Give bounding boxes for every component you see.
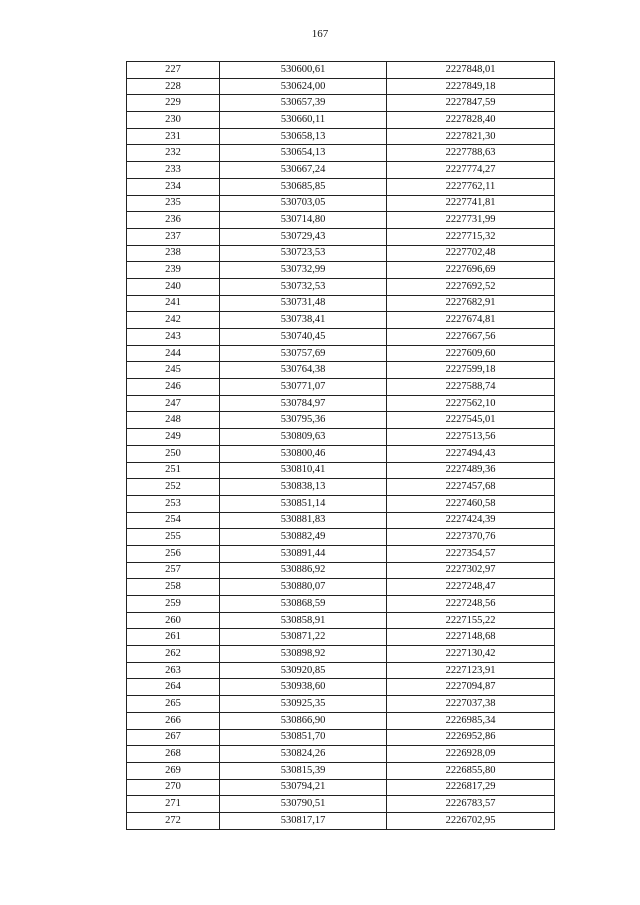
point-number-cell: 267 xyxy=(127,729,220,746)
x-coordinate-cell: 530891,44 xyxy=(220,545,387,562)
table-row xyxy=(127,696,555,713)
y-coordinate-cell: 2227248,56 xyxy=(387,596,555,613)
x-coordinate-cell: 530886,92 xyxy=(220,562,387,579)
x-coordinate-cell: 530809,63 xyxy=(220,429,387,446)
point-number-cell: 271 xyxy=(127,796,220,813)
x-coordinate-cell: 530771,07 xyxy=(220,379,387,396)
point-number-cell: 262 xyxy=(127,646,220,663)
point-number-cell: 248 xyxy=(127,412,220,429)
y-coordinate-cell: 2227848,01 xyxy=(387,62,555,79)
table-row xyxy=(127,95,555,112)
y-coordinate-cell: 2227692,52 xyxy=(387,278,555,295)
point-number-cell: 257 xyxy=(127,562,220,579)
point-number-cell: 254 xyxy=(127,512,220,529)
point-number-cell: 252 xyxy=(127,479,220,496)
point-number-cell: 233 xyxy=(127,162,220,179)
table-row xyxy=(127,178,555,195)
point-number-cell: 243 xyxy=(127,329,220,346)
y-coordinate-cell: 2227302,97 xyxy=(387,562,555,579)
point-number-cell: 244 xyxy=(127,345,220,362)
table-row xyxy=(127,612,555,629)
table-row xyxy=(127,395,555,412)
x-coordinate-cell: 530824,26 xyxy=(220,746,387,763)
table-row xyxy=(127,746,555,763)
coordinates-table xyxy=(126,61,555,830)
y-coordinate-cell: 2227682,91 xyxy=(387,295,555,312)
table-row xyxy=(127,646,555,663)
y-coordinate-cell: 2227094,87 xyxy=(387,679,555,696)
y-coordinate-cell: 2226817,29 xyxy=(387,779,555,796)
point-number-cell: 247 xyxy=(127,395,220,412)
point-number-cell: 227 xyxy=(127,62,220,79)
point-number-cell: 260 xyxy=(127,612,220,629)
y-coordinate-cell: 2227354,57 xyxy=(387,545,555,562)
x-coordinate-cell: 530654,13 xyxy=(220,145,387,162)
x-coordinate-cell: 530817,17 xyxy=(220,812,387,829)
point-number-cell: 230 xyxy=(127,112,220,129)
table-row xyxy=(127,812,555,829)
table-row xyxy=(127,78,555,95)
y-coordinate-cell: 2227674,81 xyxy=(387,312,555,329)
x-coordinate-cell: 530880,07 xyxy=(220,579,387,596)
x-coordinate-cell: 530810,41 xyxy=(220,462,387,479)
y-coordinate-cell: 2227248,47 xyxy=(387,579,555,596)
table-row xyxy=(127,495,555,512)
table-row xyxy=(127,479,555,496)
x-coordinate-cell: 530898,92 xyxy=(220,646,387,663)
x-coordinate-cell: 530866,90 xyxy=(220,712,387,729)
point-number-cell: 246 xyxy=(127,379,220,396)
x-coordinate-cell: 530600,61 xyxy=(220,62,387,79)
table-row xyxy=(127,112,555,129)
x-coordinate-cell: 530703,05 xyxy=(220,195,387,212)
y-coordinate-cell: 2227847,59 xyxy=(387,95,555,112)
x-coordinate-cell: 530925,35 xyxy=(220,696,387,713)
table-row xyxy=(127,379,555,396)
table-row xyxy=(127,295,555,312)
table-row xyxy=(127,362,555,379)
y-coordinate-cell: 2226928,09 xyxy=(387,746,555,763)
table-row xyxy=(127,529,555,546)
table-row xyxy=(127,596,555,613)
x-coordinate-cell: 530871,22 xyxy=(220,629,387,646)
point-number-cell: 241 xyxy=(127,295,220,312)
x-coordinate-cell: 530790,51 xyxy=(220,796,387,813)
point-number-cell: 269 xyxy=(127,762,220,779)
x-coordinate-cell: 530658,13 xyxy=(220,128,387,145)
point-number-cell: 258 xyxy=(127,579,220,596)
point-number-cell: 264 xyxy=(127,679,220,696)
point-number-cell: 232 xyxy=(127,145,220,162)
x-coordinate-cell: 530723,53 xyxy=(220,245,387,262)
y-coordinate-cell: 2227148,68 xyxy=(387,629,555,646)
point-number-cell: 268 xyxy=(127,746,220,763)
point-number-cell: 250 xyxy=(127,445,220,462)
table-row xyxy=(127,62,555,79)
point-number-cell: 236 xyxy=(127,212,220,229)
x-coordinate-cell: 530685,85 xyxy=(220,178,387,195)
point-number-cell: 245 xyxy=(127,362,220,379)
y-coordinate-cell: 2227037,38 xyxy=(387,696,555,713)
x-coordinate-cell: 530660,11 xyxy=(220,112,387,129)
point-number-cell: 270 xyxy=(127,779,220,796)
y-coordinate-cell: 2227731,99 xyxy=(387,212,555,229)
table-row xyxy=(127,545,555,562)
x-coordinate-cell: 530938,60 xyxy=(220,679,387,696)
y-coordinate-cell: 2227667,56 xyxy=(387,329,555,346)
x-coordinate-cell: 530757,69 xyxy=(220,345,387,362)
x-coordinate-cell: 530800,46 xyxy=(220,445,387,462)
x-coordinate-cell: 530764,38 xyxy=(220,362,387,379)
table-row xyxy=(127,562,555,579)
table-row xyxy=(127,762,555,779)
x-coordinate-cell: 530851,70 xyxy=(220,729,387,746)
x-coordinate-cell: 530795,36 xyxy=(220,412,387,429)
point-number-cell: 251 xyxy=(127,462,220,479)
point-number-cell: 231 xyxy=(127,128,220,145)
point-number-cell: 272 xyxy=(127,812,220,829)
x-coordinate-cell: 530667,24 xyxy=(220,162,387,179)
table-row xyxy=(127,145,555,162)
x-coordinate-cell: 530838,13 xyxy=(220,479,387,496)
y-coordinate-cell: 2226783,57 xyxy=(387,796,555,813)
point-number-cell: 239 xyxy=(127,262,220,279)
point-number-cell: 238 xyxy=(127,245,220,262)
y-coordinate-cell: 2227828,40 xyxy=(387,112,555,129)
x-coordinate-cell: 530920,85 xyxy=(220,662,387,679)
x-coordinate-cell: 530732,99 xyxy=(220,262,387,279)
page-number: 167 xyxy=(311,28,329,40)
y-coordinate-cell: 2227788,63 xyxy=(387,145,555,162)
point-number-cell: 265 xyxy=(127,696,220,713)
y-coordinate-cell: 2227513,56 xyxy=(387,429,555,446)
x-coordinate-cell: 530858,91 xyxy=(220,612,387,629)
table-row xyxy=(127,445,555,462)
y-coordinate-cell: 2227599,18 xyxy=(387,362,555,379)
y-coordinate-cell: 2227696,69 xyxy=(387,262,555,279)
y-coordinate-cell: 2227741,81 xyxy=(387,195,555,212)
table-row xyxy=(127,662,555,679)
point-number-cell: 263 xyxy=(127,662,220,679)
table-row xyxy=(127,195,555,212)
point-number-cell: 235 xyxy=(127,195,220,212)
x-coordinate-cell: 530868,59 xyxy=(220,596,387,613)
table-row xyxy=(127,128,555,145)
table-row xyxy=(127,162,555,179)
x-coordinate-cell: 530738,41 xyxy=(220,312,387,329)
y-coordinate-cell: 2227370,76 xyxy=(387,529,555,546)
x-coordinate-cell: 530624,00 xyxy=(220,78,387,95)
table-row xyxy=(127,679,555,696)
y-coordinate-cell: 2227123,91 xyxy=(387,662,555,679)
point-number-cell: 253 xyxy=(127,495,220,512)
point-number-cell: 255 xyxy=(127,529,220,546)
y-coordinate-cell: 2227609,60 xyxy=(387,345,555,362)
x-coordinate-cell: 530657,39 xyxy=(220,95,387,112)
x-coordinate-cell: 530851,14 xyxy=(220,495,387,512)
y-coordinate-cell: 2226702,95 xyxy=(387,812,555,829)
y-coordinate-cell: 2227489,36 xyxy=(387,462,555,479)
y-coordinate-cell: 2227588,74 xyxy=(387,379,555,396)
table-row xyxy=(127,779,555,796)
table-row xyxy=(127,262,555,279)
point-number-cell: 240 xyxy=(127,278,220,295)
y-coordinate-cell: 2226952,86 xyxy=(387,729,555,746)
table-row xyxy=(127,579,555,596)
point-number-cell: 256 xyxy=(127,545,220,562)
table-row xyxy=(127,245,555,262)
x-coordinate-cell: 530794,21 xyxy=(220,779,387,796)
y-coordinate-cell: 2227762,11 xyxy=(387,178,555,195)
coordinates-table-body xyxy=(127,62,555,830)
y-coordinate-cell: 2227460,58 xyxy=(387,495,555,512)
point-number-cell: 242 xyxy=(127,312,220,329)
y-coordinate-cell: 2227130,42 xyxy=(387,646,555,663)
point-number-cell: 229 xyxy=(127,95,220,112)
table-row xyxy=(127,228,555,245)
point-number-cell: 261 xyxy=(127,629,220,646)
y-coordinate-cell: 2227494,43 xyxy=(387,445,555,462)
y-coordinate-cell: 2227155,22 xyxy=(387,612,555,629)
x-coordinate-cell: 530714,80 xyxy=(220,212,387,229)
point-number-cell: 234 xyxy=(127,178,220,195)
point-number-cell: 266 xyxy=(127,712,220,729)
table-row xyxy=(127,345,555,362)
point-number-cell: 259 xyxy=(127,596,220,613)
point-number-cell: 249 xyxy=(127,429,220,446)
table-row xyxy=(127,712,555,729)
x-coordinate-cell: 530881,83 xyxy=(220,512,387,529)
y-coordinate-cell: 2227774,27 xyxy=(387,162,555,179)
y-coordinate-cell: 2227702,48 xyxy=(387,245,555,262)
x-coordinate-cell: 530784,97 xyxy=(220,395,387,412)
table-row xyxy=(127,278,555,295)
table-row xyxy=(127,312,555,329)
x-coordinate-cell: 530731,48 xyxy=(220,295,387,312)
x-coordinate-cell: 530732,53 xyxy=(220,278,387,295)
x-coordinate-cell: 530740,45 xyxy=(220,329,387,346)
x-coordinate-cell: 530882,49 xyxy=(220,529,387,546)
y-coordinate-cell: 2226855,80 xyxy=(387,762,555,779)
table-row xyxy=(127,212,555,229)
table-row xyxy=(127,329,555,346)
y-coordinate-cell: 2227424,39 xyxy=(387,512,555,529)
table-row xyxy=(127,462,555,479)
x-coordinate-cell: 530729,43 xyxy=(220,228,387,245)
table-row xyxy=(127,729,555,746)
table-row xyxy=(127,412,555,429)
x-coordinate-cell: 530815,39 xyxy=(220,762,387,779)
table-row xyxy=(127,796,555,813)
y-coordinate-cell: 2226985,34 xyxy=(387,712,555,729)
y-coordinate-cell: 2227562,10 xyxy=(387,395,555,412)
y-coordinate-cell: 2227545,01 xyxy=(387,412,555,429)
table-row xyxy=(127,429,555,446)
y-coordinate-cell: 2227457,68 xyxy=(387,479,555,496)
y-coordinate-cell: 2227849,18 xyxy=(387,78,555,95)
y-coordinate-cell: 2227821,30 xyxy=(387,128,555,145)
point-number-cell: 237 xyxy=(127,228,220,245)
table-row xyxy=(127,512,555,529)
y-coordinate-cell: 2227715,32 xyxy=(387,228,555,245)
point-number-cell: 228 xyxy=(127,78,220,95)
table-row xyxy=(127,629,555,646)
